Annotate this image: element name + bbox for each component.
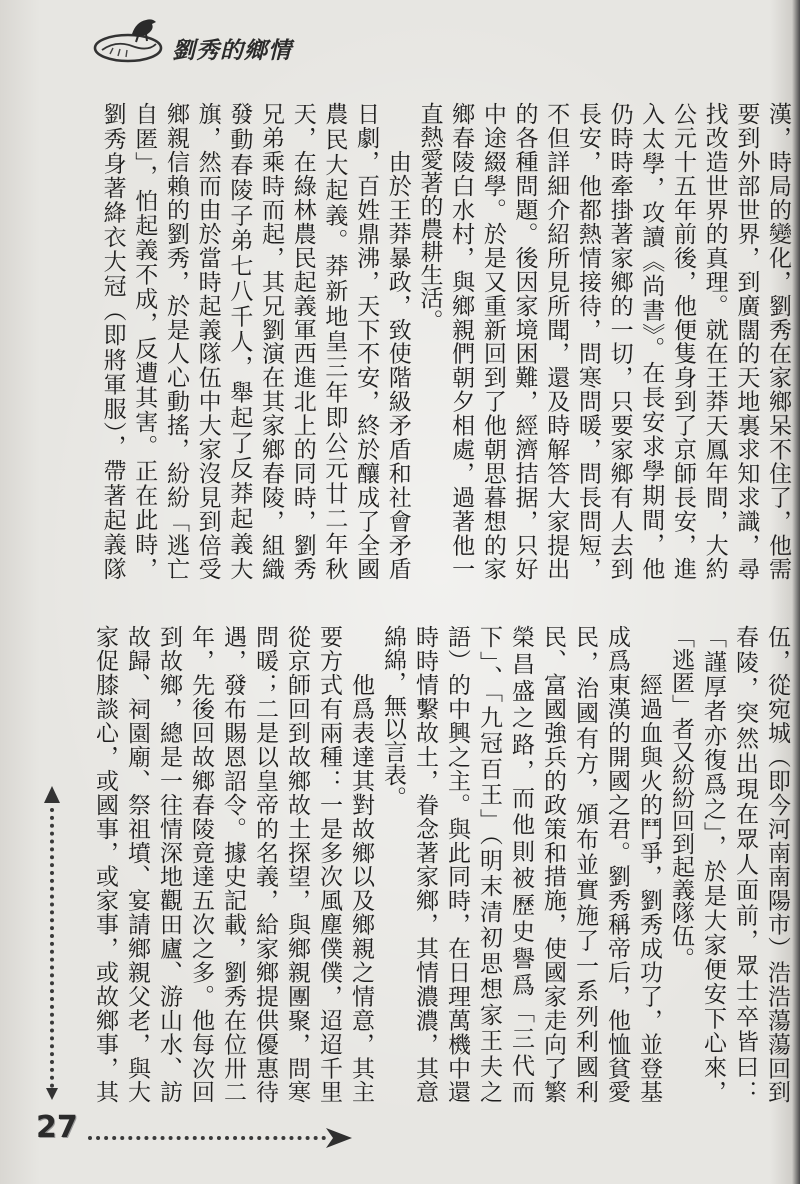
text-column: 鄉春陵白水村，與鄉親們朝夕相處，過著他一 — [448, 102, 475, 580]
text-column: 他爲表達其對故鄉以及鄉親之情意，其主 — [348, 625, 374, 1103]
text-column: 時時情繫故土，眷念著家鄉，其情濃濃，其意 — [412, 625, 438, 1103]
text-column: 鄉親信賴的劉秀，於是人心動搖，紛紛「逃亡 — [162, 102, 189, 580]
page-number: 27 — [36, 1110, 78, 1145]
text-column: 仍時時牽掛著家鄉的一切，只要家鄉有人去到 — [606, 102, 633, 580]
text-column: 「謹厚者亦復爲之」，於是大家便安下心來， — [700, 625, 726, 1103]
text-column: 中途綴學。於是又重新回到了他朝思暮想的家 — [479, 102, 506, 580]
text-column: 漢，時局的變化，劉秀在家鄉呆不住了，他需 — [765, 102, 791, 580]
arrow-up-icon — [44, 786, 60, 803]
text-column: 天，在綠林農民起義軍西進北上的同時，劉秀 — [289, 102, 316, 580]
text-column: 成爲東漢的開國之君。劉秀稱帝后，他恤貧愛 — [604, 625, 630, 1103]
text-column: 旗，然而由於當時起義隊伍中大家沒見到倍受 — [194, 102, 221, 580]
text-column: 長安，他都熱情接待，問寒問暖，問長問短， — [574, 102, 601, 580]
text-column: 故歸、祠園廟、祭祖墳、宴請鄉親父老，與大 — [124, 625, 150, 1103]
text-column: 語）的中興之主。與此同時，在日理萬機中還 — [444, 625, 470, 1103]
text-block-lower — [89, 625, 793, 1103]
text-column: 遇，發布賜恩詔令。據史記載，劉秀在位卅二 — [220, 625, 246, 1103]
text-column: 綿綿，無以言表。 — [380, 625, 406, 809]
text-column: 由於王莽暴政，致使階級矛盾和社會矛盾 — [384, 102, 411, 580]
dotted-rule-horizontal — [88, 1136, 326, 1140]
text-column: 榮昌盛之路，而他則被歷史譽爲「三代而 — [508, 625, 534, 1103]
running-title: 劉秀的鄉情 — [172, 38, 292, 64]
text-column: 農民大起義。莽新地皇三年即公元廿二年秋 — [321, 102, 348, 580]
text-column: 不但詳細介紹所見所聞，還及時解答大家提出 — [543, 102, 570, 580]
text-column: 找改造世界的真理。就在王莽天鳳年間，大約 — [701, 102, 728, 580]
text-column: 兄弟乘時而起，其兄劉演在其家鄉春陵，組織 — [258, 102, 284, 580]
text-column: 直熱愛著的農耕生活。 — [416, 102, 443, 332]
arrow-down-icon — [46, 1088, 58, 1100]
text-column: 伍，從宛城（即今河南南陽市）浩浩蕩蕩回到 — [764, 625, 790, 1103]
text-column: 家促膝談心，或國事，或家事，或故鄉事，其 — [92, 625, 118, 1103]
text-column: 民、富國強兵的政策和措施，使國家走向了繁 — [540, 625, 566, 1103]
text-column: 下」、「九冠百王」（明末清初思想家王夫之 — [476, 625, 502, 1103]
header-logo-icon — [92, 12, 166, 66]
text-column: 日劇，百姓鼎沸，天下不安，終於釀成了全國 — [353, 102, 380, 580]
text-column: 經過血與火的鬥爭，劉秀成功了，並登基 — [636, 625, 662, 1103]
text-column: 公元十五年前後，他便隻身到了京師長安，進 — [669, 102, 696, 580]
text-column: 到故鄉，總是一往情深地觀田廬、游山水、訪 — [156, 625, 182, 1103]
text-column: 問暖；二是以皇帝的名義，給家鄉提供優惠待 — [252, 625, 278, 1103]
text-block-upper — [95, 102, 793, 580]
text-column: 自匿」，怕起義不成，反遭其害。正在此時， — [131, 102, 158, 580]
dotted-rule-vertical — [50, 808, 54, 1088]
text-column: 要方式有兩種：一是多次風塵僕僕，迢迢千里 — [316, 625, 342, 1103]
text-column: 民，治國有方，頒布並實施了一系列利國利 — [572, 625, 598, 1103]
arrow-right-icon — [326, 1127, 352, 1149]
text-column: 發動春陵子弟七八千人，舉起了反莽起義大 — [226, 102, 253, 580]
text-column: 的各種問題。後因家境困難，經濟拮据，只好 — [511, 102, 538, 580]
text-column: 「逃匿」者又紛紛回到起義隊伍。 — [668, 625, 694, 970]
text-column: 劉秀身著絳衣大冠（即將軍服），帶著起義隊 — [99, 102, 126, 580]
text-column: 入太學，攻讀《尚書》。在長安求學期間，他 — [638, 102, 665, 580]
text-column: 春陵，突然出現在眾人面前，眾士卒皆曰： — [732, 625, 758, 1103]
text-column: 要到外部世界，到廣闊的天地裏求知求識，尋 — [733, 102, 760, 580]
text-column: 年，先後回故鄉春陵竟達五次之多。他每次回 — [188, 625, 214, 1103]
text-column: 從京師回到故鄉故土探望，與鄉親團聚，問寒 — [284, 625, 310, 1103]
